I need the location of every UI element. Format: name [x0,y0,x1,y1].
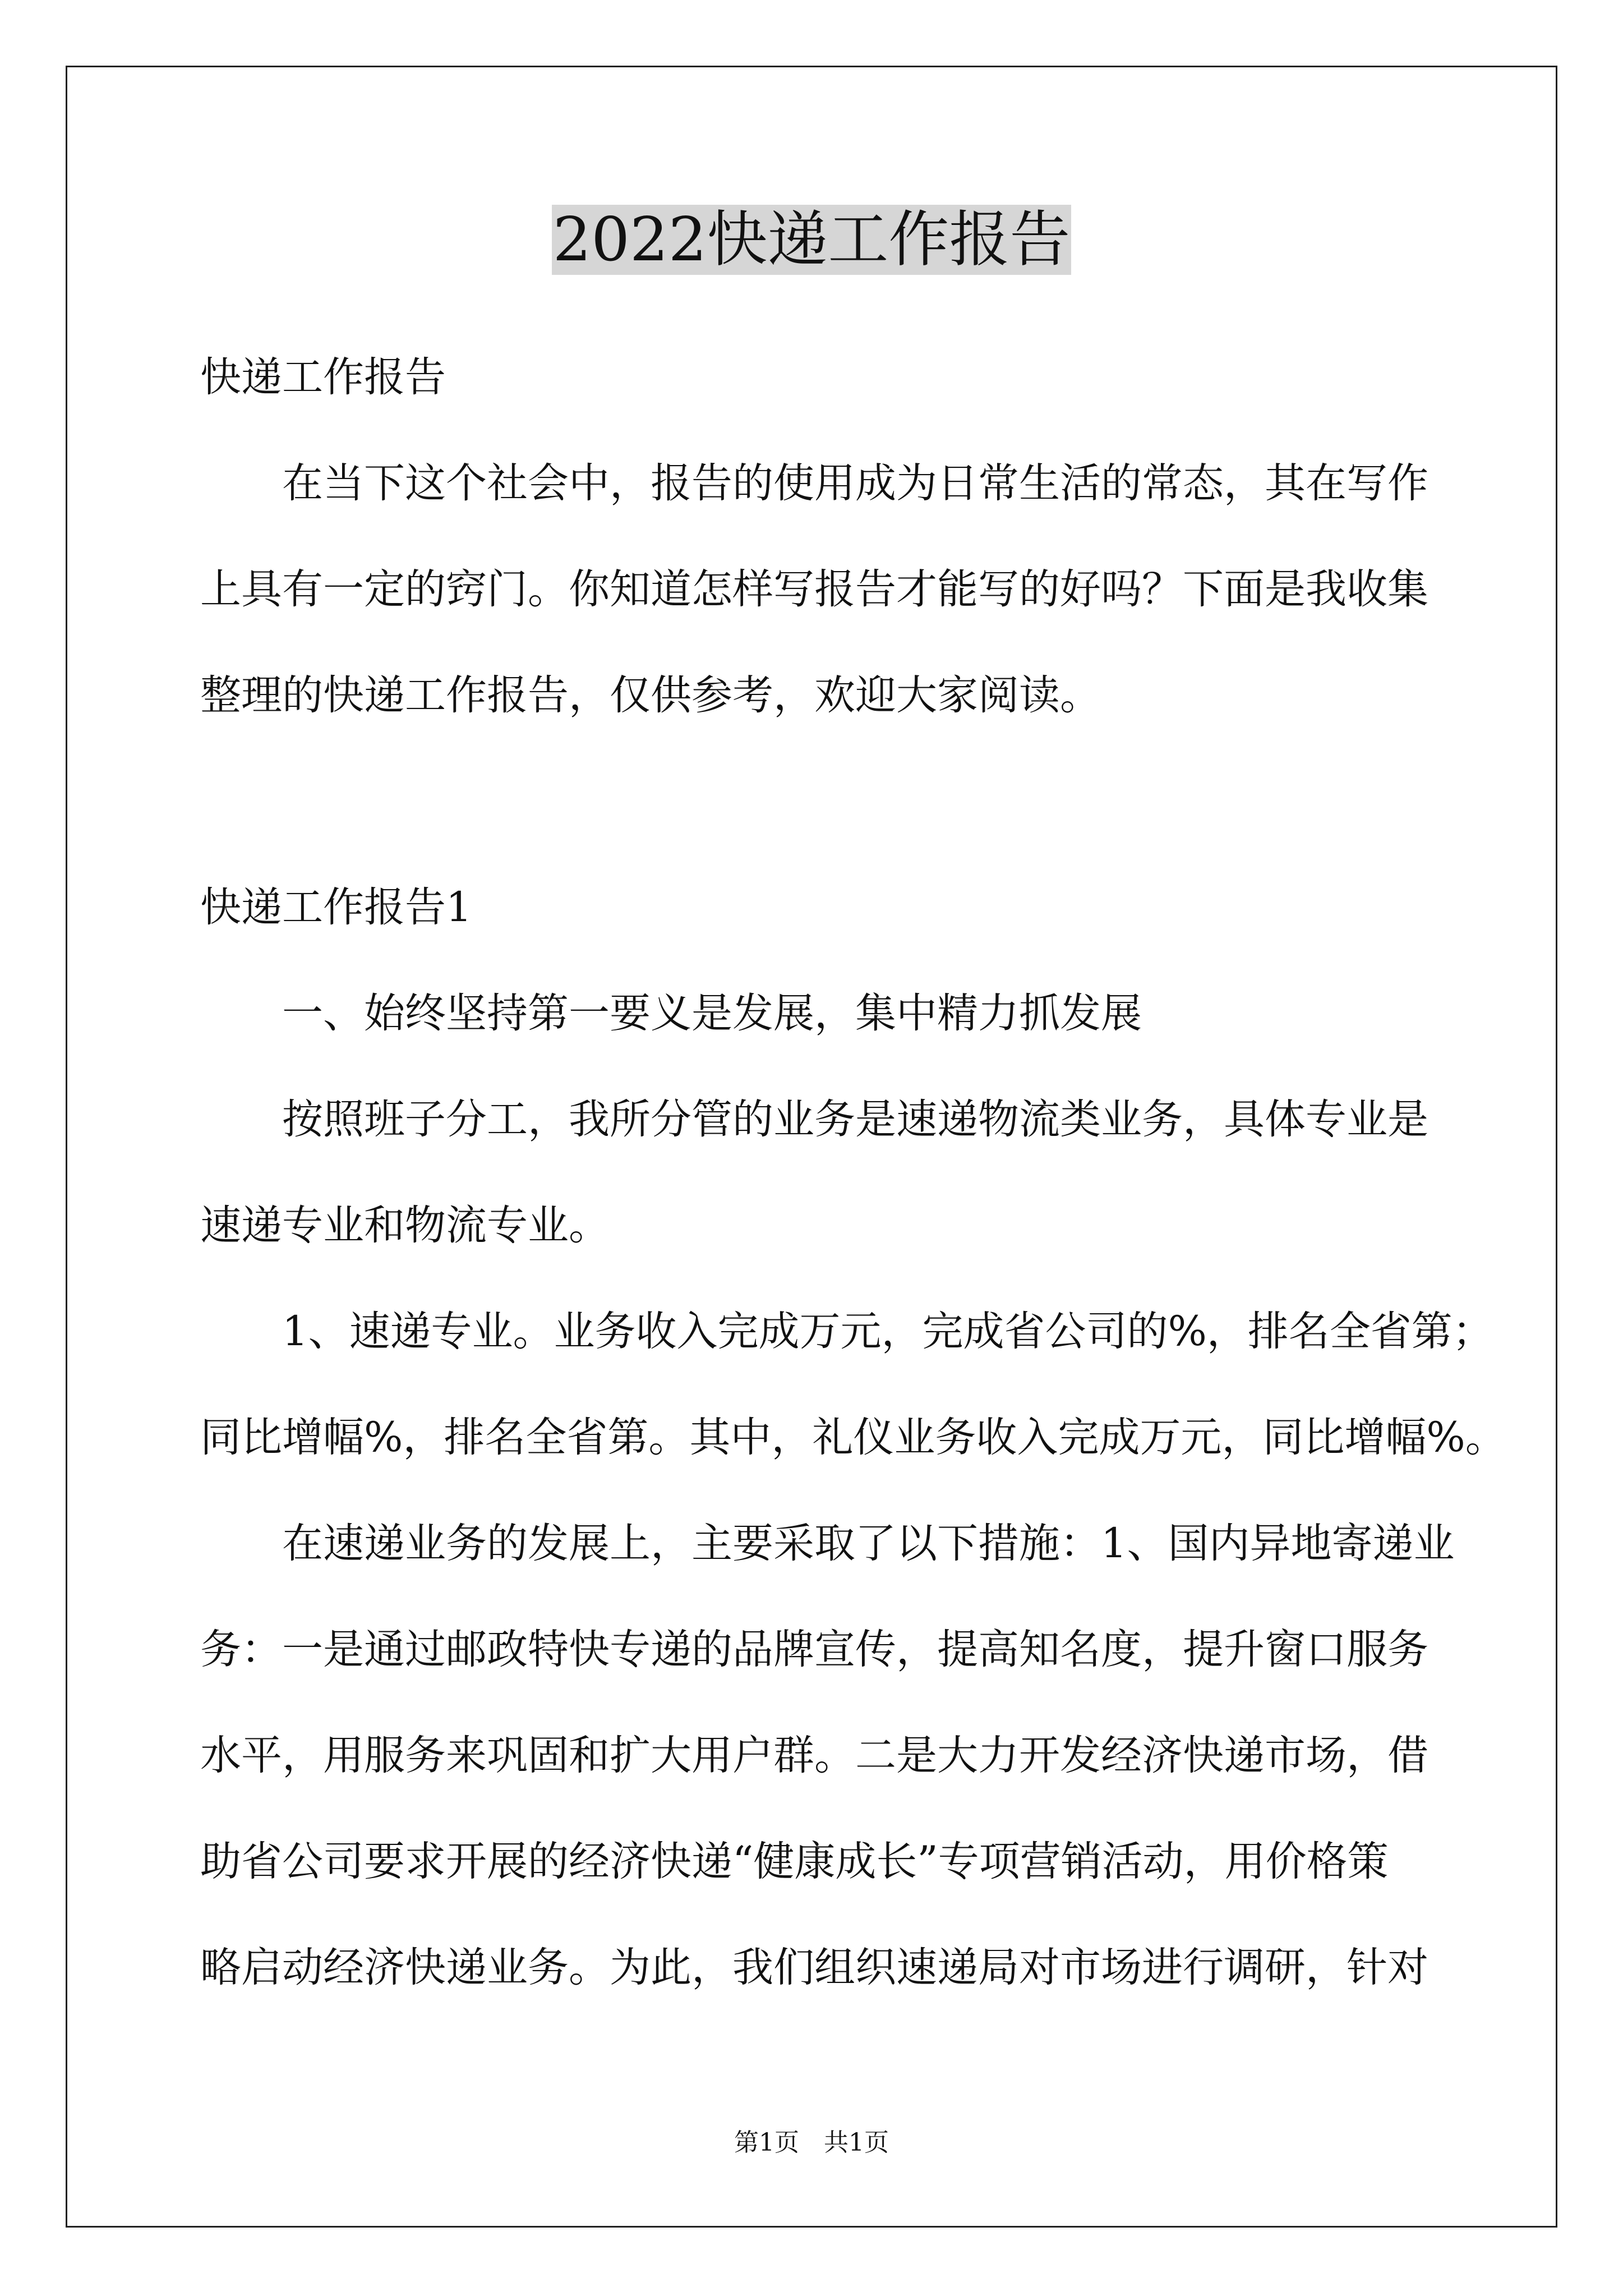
section-line: 在速递业务的发展上，主要采取了以下措施：1、国内异地寄递业 [282,1520,1455,1567]
document-title: 2022快递工作报告 [552,205,1071,275]
section-heading: 快递工作报告1 [200,884,472,931]
section-line: 同比增幅%，排名全省第。其中，礼仪业务收入完成万元，同比增幅%。 [200,1414,1506,1461]
title-container [0,205,1623,275]
section-line: 按照班子分工，我所分管的业务是速递物流类业务，具体专业是 [282,1096,1428,1143]
intro-line: 在当下这个社会中，报告的使用成为日常生活的常态，其在写作 [282,459,1428,507]
section-line: 速递专业和物流专业。 [200,1202,610,1249]
intro-line: 整理的快递工作报告，仅供参考，欢迎大家阅读。 [200,671,1101,719]
section-line: 一、始终坚持第一要义是发展，集中精力抓发展 [282,990,1142,1037]
section-line: 1、速递专业。业务收入完成万元，完成省公司的%，排名全省第； [282,1308,1493,1355]
section-line: 水平，用服务来巩固和扩大用户群。二是大力开发经济快递市场，借 [200,1732,1428,1779]
document-subtitle: 快递工作报告 [200,353,446,401]
page-footer [0,2127,1623,2159]
page-number-current: 第1页 [734,2128,799,2157]
blank-line [200,748,1546,854]
section-line: 略启动经济快递业务。为此，我们组织速递局对市场进行调研，针对 [200,1944,1428,1991]
section-line: 务：一是通过邮政特快专递的品牌宣传，提高知名度，提升窗口服务 [200,1626,1428,1673]
document-body [200,324,1546,2021]
page-number-total: 共1页 [824,2128,889,2157]
section-line: 助省公司要求开展的经济快递“健康成长”专项营销活动，用价格策 [200,1838,1389,1885]
intro-line: 上具有一定的窍门。你知道怎样写报告才能写的好吗？下面是我收集 [200,565,1428,613]
